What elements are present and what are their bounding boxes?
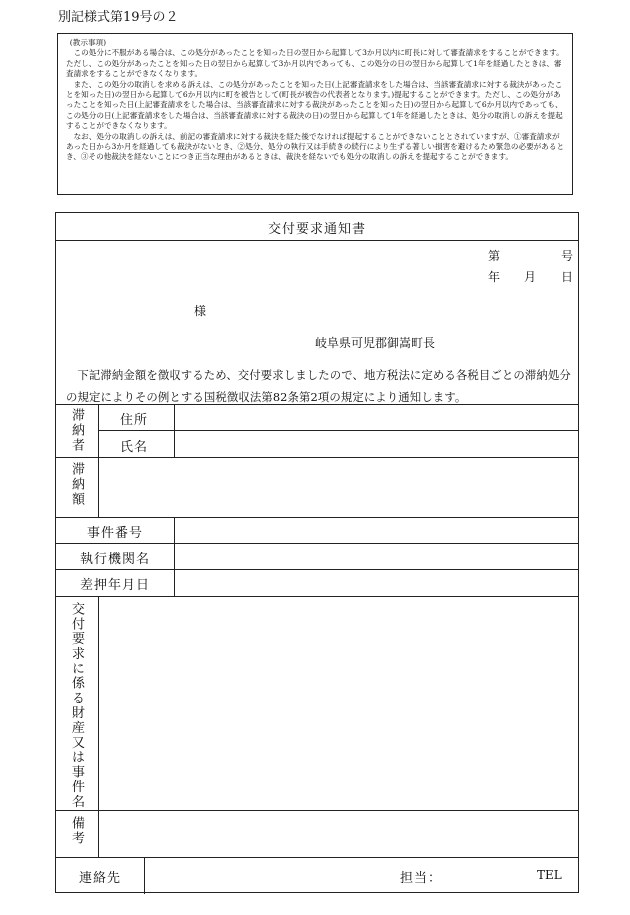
address-name-divider [98,430,578,431]
line-after-case-number [56,543,578,544]
line-after-person [56,457,578,458]
appeal-notice-box [57,33,573,195]
form-number-title: 別記様式第19号の２ [58,10,179,25]
case-number-label: 事件番号 [86,526,143,541]
seizure-date-label: 差押年月日 [79,578,150,593]
line-after-seizure-date [56,596,578,597]
number-label-dai: 第 [488,249,501,263]
contact-label: 連絡先 [78,871,121,886]
title-divider [56,240,578,241]
document-title: 交付要求通知書 [267,222,366,237]
address-label: 住所 [120,413,149,428]
notice-paragraph-1: この処分に不服がある場合は、この処分があったことを知った日の翌日から起算して3か月以内に町長に対して審査請求をすることができます。ただし、この処分があったことを知った日の翌日から起算して3か月以内であっても、この処分の日の翌日から起算して1年を経過したときは、審査請求をすることができなくなります。 [66,48,564,79]
notice-paragraph-2: また、この処分の取消しを求める訴えは、この処分があったことを知った日(上記審査請求をした場合は、当該審査請求に対する裁決があったことを知った日)の翌日から起算して6か月以内に町を被告として(町長が被告の代表者となります。)提起することができます。ただし、この処分があったことを知った日(上記審査請求をした場合は、当該審査請求に対する裁決があったことを知った日)の翌日から起算して6か月以内であっても、この処分の日(上記審査請求をした場合は、当該審査請求に対する裁決の日)の翌日から起算して1年を経過したときは、処分の取消しの訴えを提起することができなくなります。 [66,79,563,131]
person-in-charge-label: 担当： [400,871,443,886]
date-month-label: 月 [524,270,537,284]
vline-person-label [98,404,99,457]
line-after-agency [56,569,578,570]
property-case-label: 交付要求に係る財産又は事件名 [69,602,84,810]
line-after-remarks [56,857,578,858]
notification-body: 下記滞納金額を徴収するため、交付要求しましたので、地方税法に定める各税目ごとの滞納処分の規定によりその例とする国税徴収法第82条第2項の規定により通知します。 [66,368,571,404]
notice-paragraph-3: なお、処分の取消しの訴えは、前記の審査請求に対する裁決を経た後でなければ提起することができないこととされていますが、①審査請求があった日から3か月を経過しても裁決がないとき、②処分、処分の執行又は手続きの続行により生ずる著しい損害を避けるため緊急の必要があるとき、③その他裁決を経ないことにつき正当な理由があるときは、裁決を経ないでも処分の取消しの訴えを提起することができます。 [66,131,565,162]
vline-address-name [174,404,175,457]
number-label-go: 号 [561,249,574,263]
executing-agency-label: 執行機関名 [79,552,150,567]
tel-label: TEL [537,868,562,882]
addressee-suffix: 様 [194,304,207,318]
date-year-label: 年 [488,270,501,284]
table-top-line [56,404,578,405]
notification-form [55,212,579,893]
vline-case-rows [174,517,175,596]
remarks-label: 備考 [69,816,84,846]
date-day-label: 日 [561,270,574,284]
vline-amount [98,457,99,517]
issuer-name: 岐阜県可児郡御嵩町長 [315,336,436,350]
line-after-property [56,810,578,811]
vline-contact [144,857,145,894]
vline-property-remarks [98,596,99,857]
delinquent-amount-label: 滞納額 [69,462,84,507]
notice-heading: (教示事項) [69,38,107,47]
name-label: 氏名 [120,440,149,455]
line-after-amount [56,517,578,518]
delinquent-person-label: 滞納者 [69,408,84,453]
